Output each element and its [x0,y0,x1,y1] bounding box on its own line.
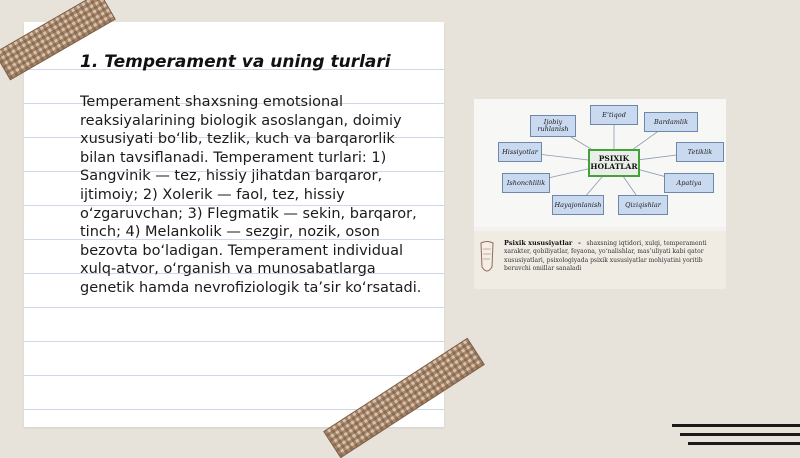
center-node: PSIXIK HOLATLAR [588,149,640,177]
node-apathy: Apatiya [664,173,714,193]
note-text [504,239,726,273]
node-belief: E’tiqod [590,105,638,125]
node-emotions: Hissiyotlar [498,142,542,162]
note-dash: - [578,239,581,247]
note-term: Psixik xususiyatlar [504,239,573,247]
slide-body-text: Temperament shaxsning emotsional reaksiyalarining biologik asoslangan, doimiy xususiyati bo‘lib, tezlik, kuch va barqarorlik bilan tavsiflanadi. Temperament turlari: 1) Sangvinik — tez, hissiy jihatdan barqaror, ijtimoiy; 2) Xolerik — faol, tez, hissiy o‘zgaruvchan; 3) Flegmatik — sekin, barqaror, tinch; 4) Melankolik — sezgir, nozik, oson bezovta bo‘ladigan. Temperament individual xulq-atvor, o‘rganish va munosabatlarga genetik hamda nevrofiziologik ta’sir ko‘rsatadi. [80,94,422,296]
node-excitement: Hayajonlanish [552,195,604,215]
decor-line-2 [680,433,800,436]
note-line: beruvchi omillar sanaladi [504,264,582,272]
node-interests: Qiziqishlar [618,195,668,215]
node-vigor: Bardamlik [644,112,698,132]
node-reliability: Ishonchlilik [502,173,550,193]
note-line: xarakter, qobiliyatlar, feyaona, yo‘nalishlar, mas’uliyati kabi qator [504,248,704,256]
decor-line-3 [688,442,800,445]
note-line: shaxsning iqtidori, xulqi, temperamenti [586,240,707,247]
definition-note [474,231,726,289]
mind-map-diagram [474,99,726,227]
node-positive-mood: Ijobiy ruhlanish [530,115,576,137]
decor-line-1 [672,424,800,427]
scroll-icon [478,239,496,279]
slide-title: 1. Temperament va uning turlari [80,52,391,72]
psychic-states-figure [474,99,726,289]
node-alertness: Tetiklik [676,142,724,162]
note-line: xususiyatlari, psixologiyada psixik xususiyatlar mohiyatini yoritib [504,256,703,264]
